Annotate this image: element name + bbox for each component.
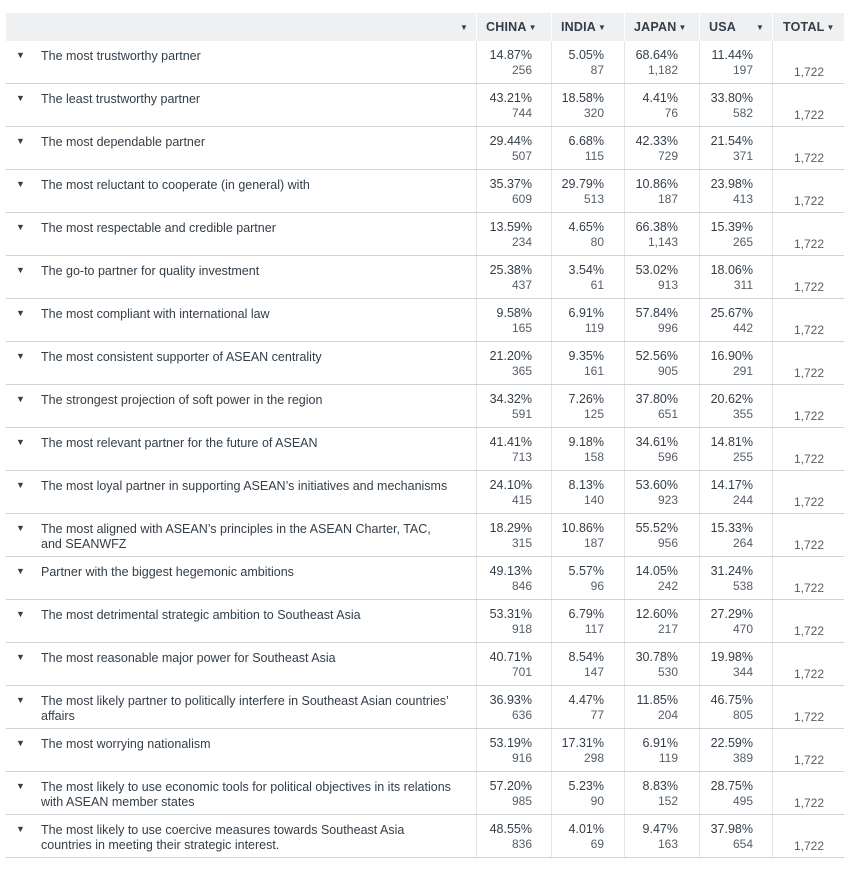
japan-percent-cell: 9.47% <box>642 822 678 836</box>
total-cell: 1,722 <box>793 538 824 552</box>
india-percent-cell: 5.57% <box>568 564 604 578</box>
china-percent-cell: 13.59% <box>489 220 532 234</box>
china-percent-cell: 21.20% <box>489 349 532 363</box>
row-question-label: The least trustworthy partner <box>41 92 201 106</box>
china-percent-cell: 48.55% <box>489 822 532 836</box>
column-header-india[interactable]: INDIA ▼ <box>561 20 607 34</box>
china-count-cell: 846 <box>511 579 532 593</box>
row-expand-caret-icon[interactable]: ▼ <box>16 781 25 791</box>
usa-count-cell: 805 <box>732 708 753 722</box>
china-count-cell: 437 <box>511 278 532 292</box>
india-count-cell: 90 <box>590 794 604 808</box>
row-question-label: The most aligned with ASEAN’s principles in the ASEAN Charter, TAC, and SEANWFZ <box>41 522 431 551</box>
japan-count-cell: 651 <box>657 407 678 421</box>
table-row <box>6 514 844 557</box>
table-row <box>6 686 844 729</box>
japan-count-cell: 1,143 <box>647 235 678 249</box>
india-percent-cell: 6.91% <box>568 306 604 320</box>
usa-percent-cell: 14.17% <box>710 478 753 492</box>
usa-count-cell: 255 <box>732 450 753 464</box>
usa-count-cell: 389 <box>732 751 753 765</box>
japan-count-cell: 1,182 <box>647 63 678 77</box>
row-expand-caret-icon[interactable]: ▼ <box>16 50 25 60</box>
india-percent-cell: 9.35% <box>568 349 604 363</box>
usa-percent-cell: 15.39% <box>710 220 753 234</box>
china-percent-cell: 43.21% <box>489 91 532 105</box>
total-cell: 1,722 <box>793 753 824 767</box>
row-expand-caret-icon[interactable]: ▼ <box>16 738 25 748</box>
japan-percent-cell: 42.33% <box>635 134 678 148</box>
japan-percent-cell: 53.60% <box>635 478 678 492</box>
column-header-total[interactable]: TOTAL ▼ <box>783 20 835 34</box>
table-row <box>6 643 844 686</box>
japan-count-cell: 217 <box>657 622 678 636</box>
india-percent-cell: 6.68% <box>568 134 604 148</box>
row-question-label: Partner with the biggest hegemonic ambitions <box>41 565 294 579</box>
china-count-cell: 836 <box>511 837 532 851</box>
usa-count-cell: 311 <box>733 278 753 292</box>
china-percent-cell: 49.13% <box>489 564 532 578</box>
china-count-cell: 701 <box>511 665 532 679</box>
india-percent-cell: 8.54% <box>568 650 604 664</box>
japan-count-cell: 242 <box>657 579 678 593</box>
japan-sort-caret-icon[interactable]: ▼ <box>678 23 687 32</box>
india-count-cell: 513 <box>583 192 604 206</box>
china-percent-cell: 14.87% <box>489 48 532 62</box>
total-cell: 1,722 <box>793 710 824 724</box>
india-percent-cell: 4.47% <box>568 693 604 707</box>
usa-percent-cell: 22.59% <box>710 736 753 750</box>
usa-percent-cell: 23.98% <box>710 177 753 191</box>
usa-percent-cell: 11.44% <box>711 48 753 62</box>
total-cell: 1,722 <box>793 796 824 810</box>
india-count-cell: 61 <box>590 278 604 292</box>
row-expand-caret-icon[interactable]: ▼ <box>16 566 25 576</box>
column-header-japan[interactable]: JAPAN ▼ <box>634 20 687 34</box>
total-cell: 1,722 <box>793 65 824 79</box>
china-count-cell: 165 <box>511 321 532 335</box>
china-percent-cell: 40.71% <box>489 650 532 664</box>
row-expand-caret-icon[interactable]: ▼ <box>16 652 25 662</box>
row-expand-caret-icon[interactable]: ▼ <box>16 351 25 361</box>
total-cell: 1,722 <box>793 839 824 853</box>
table-row <box>6 342 844 385</box>
table-row <box>6 127 844 170</box>
table-row <box>6 385 844 428</box>
china-count-cell: 315 <box>511 536 532 550</box>
row-expand-caret-icon[interactable]: ▼ <box>16 222 25 232</box>
row-question-label: The most likely to use economic tools for political objectives in its relations with ASEAN member states <box>41 780 451 809</box>
table-row <box>6 600 844 643</box>
total-cell: 1,722 <box>793 194 824 208</box>
japan-percent-cell: 55.52% <box>635 521 678 535</box>
row-question-label: The strongest projection of soft power in the region <box>41 393 323 407</box>
india-count-cell: 69 <box>590 837 604 851</box>
japan-percent-cell: 12.60% <box>635 607 678 621</box>
usa-percent-cell: 25.67% <box>710 306 753 320</box>
usa-count-cell: 265 <box>732 235 753 249</box>
usa-count-cell: 371 <box>732 149 753 163</box>
usa-percent-cell: 19.98% <box>710 650 753 664</box>
india-count-cell: 187 <box>583 536 604 550</box>
china-count-cell: 591 <box>511 407 532 421</box>
row-question-label: The most reasonable major power for Southeast Asia <box>41 651 336 665</box>
japan-percent-cell: 52.56% <box>635 349 678 363</box>
question-column-filter-icon[interactable]: ▼ <box>460 23 469 32</box>
japan-count-cell: 956 <box>657 536 678 550</box>
results-table <box>6 13 844 858</box>
china-count-cell: 918 <box>511 622 532 636</box>
japan-count-cell: 152 <box>657 794 678 808</box>
india-count-cell: 87 <box>590 63 604 77</box>
table-body <box>6 41 844 858</box>
india-percent-cell: 18.58% <box>561 91 604 105</box>
japan-count-cell: 596 <box>657 450 678 464</box>
china-percent-cell: 53.31% <box>489 607 532 621</box>
column-header-china[interactable]: CHINA ▼ <box>486 20 537 34</box>
table-header <box>6 13 844 41</box>
india-percent-cell: 9.18% <box>568 435 604 449</box>
japan-percent-cell: 57.84% <box>635 306 678 320</box>
india-count-cell: 80 <box>590 235 604 249</box>
china-count-cell: 985 <box>511 794 532 808</box>
row-expand-caret-icon[interactable]: ▼ <box>16 394 25 404</box>
china-count-cell: 507 <box>511 149 532 163</box>
china-count-cell: 636 <box>511 708 532 722</box>
japan-count-cell: 905 <box>657 364 678 378</box>
row-expand-caret-icon[interactable]: ▼ <box>16 523 25 533</box>
usa-percent-cell: 16.90% <box>710 349 753 363</box>
row-question-label: The most dependable partner <box>41 135 205 149</box>
total-cell: 1,722 <box>793 581 824 595</box>
total-cell: 1,722 <box>793 624 824 638</box>
row-question-label: The most consistent supporter of ASEAN centrality <box>41 350 322 364</box>
row-expand-caret-icon[interactable]: ▼ <box>16 93 25 103</box>
japan-count-cell: 996 <box>657 321 678 335</box>
row-expand-caret-icon[interactable]: ▼ <box>16 437 25 447</box>
india-count-cell: 320 <box>583 106 604 120</box>
japan-percent-cell: 4.41% <box>642 91 678 105</box>
usa-count-cell: 344 <box>732 665 753 679</box>
india-count-cell: 117 <box>584 622 604 636</box>
column-header-usa[interactable]: USA ▼ <box>709 20 765 34</box>
usa-count-cell: 470 <box>732 622 753 636</box>
china-count-cell: 609 <box>511 192 532 206</box>
usa-percent-cell: 18.06% <box>710 263 753 277</box>
japan-percent-cell: 11.85% <box>636 693 678 707</box>
table-row <box>6 471 844 514</box>
table-row <box>6 84 844 127</box>
total-cell: 1,722 <box>793 366 824 380</box>
usa-percent-cell: 27.29% <box>710 607 753 621</box>
row-question-label: The most likely to use coercive measures towards Southeast Asia countries in meeting their strategic interest. <box>41 823 405 852</box>
usa-count-cell: 197 <box>732 63 753 77</box>
usa-percent-cell: 14.81% <box>710 435 753 449</box>
usa-count-cell: 442 <box>732 321 753 335</box>
china-percent-cell: 9.58% <box>496 306 532 320</box>
india-percent-cell: 4.65% <box>568 220 604 234</box>
total-cell: 1,722 <box>793 108 824 122</box>
china-percent-cell: 53.19% <box>489 736 532 750</box>
china-percent-cell: 18.29% <box>489 521 532 535</box>
japan-count-cell: 187 <box>657 192 678 206</box>
japan-count-cell: 729 <box>657 149 678 163</box>
japan-percent-cell: 66.38% <box>635 220 678 234</box>
total-cell: 1,722 <box>793 237 824 251</box>
table-row <box>6 299 844 342</box>
china-percent-cell: 41.41% <box>489 435 532 449</box>
usa-count-cell: 582 <box>732 106 753 120</box>
india-percent-cell: 7.26% <box>568 392 604 406</box>
japan-count-cell: 923 <box>657 493 678 507</box>
china-count-cell: 744 <box>511 106 532 120</box>
japan-percent-cell: 37.80% <box>635 392 678 406</box>
usa-count-cell: 244 <box>732 493 753 507</box>
usa-percent-cell: 37.98% <box>710 822 753 836</box>
india-count-cell: 119 <box>584 321 604 335</box>
india-percent-cell: 10.86% <box>561 521 604 535</box>
india-percent-cell: 5.23% <box>568 779 604 793</box>
india-count-cell: 298 <box>583 751 604 765</box>
table-row <box>6 772 844 815</box>
china-count-cell: 916 <box>511 751 532 765</box>
india-percent-cell: 3.54% <box>568 263 604 277</box>
usa-percent-cell: 15.33% <box>710 521 753 535</box>
row-question-label: The most likely partner to politically interfere in Southeast Asian countries’ affairs <box>41 694 449 723</box>
total-cell: 1,722 <box>793 495 824 509</box>
usa-sort-caret-icon[interactable]: ▼ <box>756 23 765 32</box>
usa-percent-cell: 31.24% <box>710 564 753 578</box>
usa-count-cell: 495 <box>732 794 753 808</box>
total-cell: 1,722 <box>793 452 824 466</box>
row-expand-caret-icon[interactable]: ▼ <box>16 695 25 705</box>
table-row <box>6 170 844 213</box>
usa-count-cell: 413 <box>732 192 753 206</box>
total-cell: 1,722 <box>793 280 824 294</box>
row-expand-caret-icon[interactable]: ▼ <box>16 179 25 189</box>
usa-percent-cell: 33.80% <box>710 91 753 105</box>
china-percent-cell: 34.32% <box>489 392 532 406</box>
row-question-label: The most relevant partner for the future of ASEAN <box>41 436 318 450</box>
china-count-cell: 415 <box>511 493 532 507</box>
china-count-cell: 234 <box>511 235 532 249</box>
total-cell: 1,722 <box>793 667 824 681</box>
japan-percent-cell: 34.61% <box>635 435 678 449</box>
india-count-cell: 140 <box>583 493 604 507</box>
india-count-cell: 77 <box>590 708 604 722</box>
usa-count-cell: 291 <box>732 364 753 378</box>
india-percent-cell: 8.13% <box>568 478 604 492</box>
china-percent-cell: 24.10% <box>489 478 532 492</box>
japan-percent-cell: 68.64% <box>635 48 678 62</box>
china-count-cell: 713 <box>511 450 532 464</box>
usa-percent-cell: 20.62% <box>710 392 753 406</box>
india-percent-cell: 17.31% <box>561 736 604 750</box>
row-expand-caret-icon[interactable]: ▼ <box>16 308 25 318</box>
india-count-cell: 96 <box>590 579 604 593</box>
japan-percent-cell: 14.05% <box>635 564 678 578</box>
japan-percent-cell: 6.91% <box>642 736 678 750</box>
table-row <box>6 815 844 858</box>
usa-percent-cell: 46.75% <box>710 693 753 707</box>
india-count-cell: 147 <box>583 665 604 679</box>
table-row <box>6 557 844 600</box>
usa-count-cell: 264 <box>732 536 753 550</box>
usa-percent-cell: 28.75% <box>710 779 753 793</box>
japan-count-cell: 163 <box>657 837 678 851</box>
total-cell: 1,722 <box>793 323 824 337</box>
row-question-label: The most worrying nationalism <box>41 737 211 751</box>
india-count-cell: 161 <box>583 364 604 378</box>
japan-count-cell: 119 <box>658 751 678 765</box>
row-question-label: The most detrimental strategic ambition to Southeast Asia <box>41 608 361 622</box>
usa-count-cell: 355 <box>732 407 753 421</box>
table-row <box>6 428 844 471</box>
usa-count-cell: 654 <box>732 837 753 851</box>
japan-count-cell: 76 <box>664 106 678 120</box>
row-question-label: The go-to partner for quality investment <box>41 264 260 278</box>
row-question-label: The most loyal partner in supporting ASEAN’s initiatives and mechanisms <box>41 479 448 493</box>
china-percent-cell: 25.38% <box>489 263 532 277</box>
table-row <box>6 41 844 84</box>
china-percent-cell: 29.44% <box>489 134 532 148</box>
india-count-cell: 125 <box>583 407 604 421</box>
row-question-label: The most respectable and credible partner <box>41 221 276 235</box>
row-expand-caret-icon[interactable]: ▼ <box>16 480 25 490</box>
row-expand-caret-icon[interactable]: ▼ <box>16 609 25 619</box>
total-sort-caret-icon[interactable]: ▼ <box>826 23 835 32</box>
row-question-label: The most reluctant to cooperate (in general) with <box>41 178 310 192</box>
usa-count-cell: 538 <box>732 579 753 593</box>
row-question-label: The most compliant with international law <box>41 307 270 321</box>
india-count-cell: 115 <box>584 149 604 163</box>
row-expand-caret-icon[interactable]: ▼ <box>16 824 25 834</box>
india-percent-cell: 4.01% <box>568 822 604 836</box>
japan-count-cell: 204 <box>657 708 678 722</box>
row-expand-caret-icon[interactable]: ▼ <box>16 136 25 146</box>
india-percent-cell: 5.05% <box>568 48 604 62</box>
total-cell: 1,722 <box>793 151 824 165</box>
total-cell: 1,722 <box>793 409 824 423</box>
india-percent-cell: 6.79% <box>568 607 604 621</box>
china-percent-cell: 35.37% <box>489 177 532 191</box>
table-row <box>6 729 844 772</box>
japan-count-cell: 913 <box>657 278 678 292</box>
japan-percent-cell: 53.02% <box>635 263 678 277</box>
row-question-label: The most trustworthy partner <box>41 49 201 63</box>
china-count-cell: 256 <box>511 63 532 77</box>
india-count-cell: 158 <box>583 450 604 464</box>
table-row <box>6 213 844 256</box>
table-row <box>6 256 844 299</box>
china-count-cell: 365 <box>511 364 532 378</box>
japan-count-cell: 530 <box>657 665 678 679</box>
japan-percent-cell: 30.78% <box>635 650 678 664</box>
india-percent-cell: 29.79% <box>561 177 604 191</box>
usa-percent-cell: 21.54% <box>710 134 753 148</box>
japan-percent-cell: 10.86% <box>635 177 678 191</box>
china-percent-cell: 57.20% <box>489 779 532 793</box>
india-sort-caret-icon[interactable]: ▼ <box>598 23 607 32</box>
china-sort-caret-icon[interactable]: ▼ <box>528 23 537 32</box>
row-expand-caret-icon[interactable]: ▼ <box>16 265 25 275</box>
japan-percent-cell: 8.83% <box>642 779 678 793</box>
china-percent-cell: 36.93% <box>489 693 532 707</box>
